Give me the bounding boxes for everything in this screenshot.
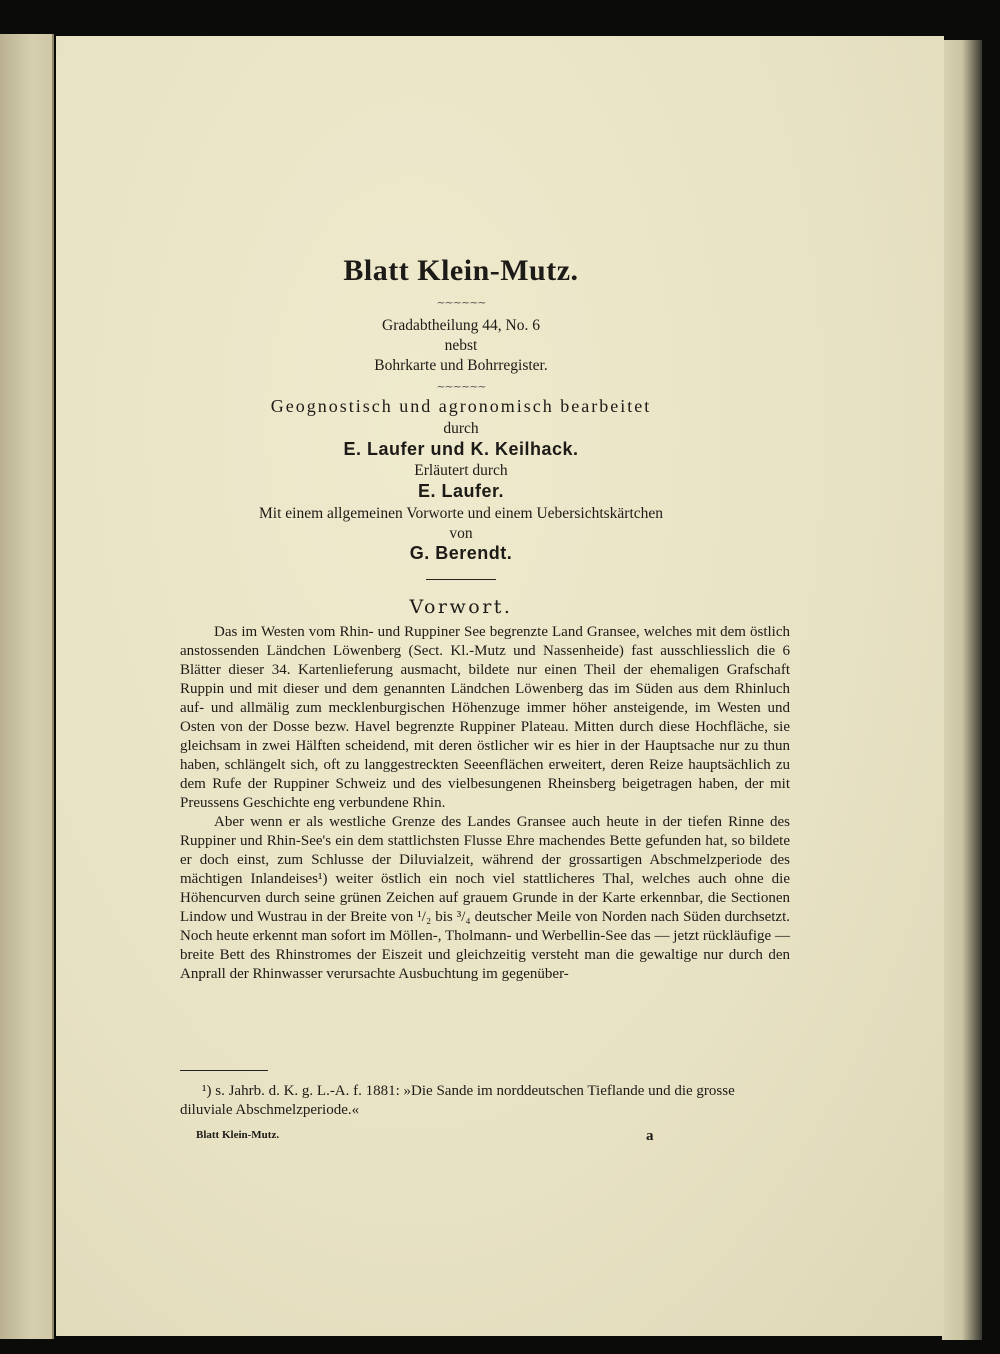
footnote-rule: [180, 1070, 268, 1071]
section-rule: [426, 579, 496, 580]
footnote: [180, 1082, 790, 1120]
footnote-text: ¹) s. Jahrb. d. K. g. L.-A. f. 1881: »Die Sande im norddeutschen Tieflande und die grosse diluviale Abschmelzperiode.«: [180, 1083, 735, 1118]
signature-mark: a: [646, 1128, 654, 1144]
author-berendt: G. Berendt.: [409, 543, 513, 563]
left-page-edge: [0, 34, 54, 1339]
geognostisch-line: Geognostisch und agronomisch bearbeitet: [270, 396, 652, 416]
vorwort-credit-line: Mit einem allgemeinen Vorworte und einem Uebersichtskärtchen: [258, 505, 664, 522]
grad-line: Gradabtheilung 44, No. 6: [382, 317, 540, 334]
body-text: [180, 623, 790, 984]
nebst-line: nebst: [444, 337, 478, 354]
document-page: [56, 36, 944, 1336]
durch-line: durch: [443, 420, 479, 437]
bohr-line: Bohrkarte und Bohrregister.: [374, 357, 548, 374]
right-page-edge: [942, 40, 982, 1340]
paragraph-1: Das im Westen vom Rhin- und Ruppiner See begrenzte Land Gransee, welches mit dem östlich anstossenden Ländchen Löwenberg (Sect. Kl.-Mutz und Nassenheide) fast ausschliesslich die 6 Blätter dieser 34. Kartenlieferung ausmacht, bildete nur einen Theil der ehemaligen Grafschaft Ruppin und mit dieser und dem genannten Ländchen Löwenberg das im Süden aus dem Rhinluch auf- und allmälig zum mecklenburgischen Höhenzuge immer höher ansteigende, im Westen und Osten von der Dosse bezw. Havel begrenzte Ruppiner Plateau. Mitten durch diese Hochfläche, sie gleichsam in zwei Hälften scheidend, mit deren östlicher wir es hier in der Hauptsache nur zu thun haben, schlängelt sich, oft zu langgestreckten Seeenflächen erweitert, deren Reize hauptsächlich zu dem Rufe der Ruppiner Schweiz und des vielbesungenen Rheinsberg beigetragen haben, der mit Preussens Geschichte eng verbundene Rhin.: [180, 624, 790, 811]
von-line: von: [449, 525, 473, 542]
ornament-divider: ~~~~~~: [436, 296, 486, 309]
running-title: Blatt Klein-Mutz.: [196, 1129, 280, 1141]
author-laufer: E. Laufer.: [417, 481, 505, 501]
section-heading: Vorwort.: [409, 596, 513, 618]
paragraph-2: Aber wenn er als westliche Grenze des Landes Gransee auch heute in der tiefen Rinne des Ruppiner und Rhin-See's ein dem stattlichsten Flusse Ehre machendes Bette gefunden hat, so bildete er doch einst, zum Schlusse der Diluvialzeit, während der grossartigen Abschmelzperiode des mächtigen Inlandeises¹) weiter östlich ein noch viel stattlicheres Thal, welches auch ohne die Höhencurven durch seine grünen Zeichen auf grauem Grunde in der Karte erkennbar, die Sectionen Lindow und Wustrau in der Breite von ¹/₂ bis ³/₄ deutscher Meile von Norden nach Süden durchsetzt. Noch heute erkennt man sofort im Möllen-, Tholmann- und Werbellin-See das — jetzt rückläufige — breite Bett des Rhinstromes der Eiszeit und gleichzeitig versteht man die gewaltige nur durch den Anprall der Rhinwasser verursachte Ausbuchtung im gegenüber-: [180, 814, 790, 982]
ornament-divider-2: ~~~~~~: [436, 380, 486, 393]
authors-line: E. Laufer und K. Keilhack.: [343, 439, 579, 459]
page-title: Blatt Klein-Mutz.: [343, 254, 579, 287]
erlaeutert-line: Erläutert durch: [414, 462, 508, 479]
